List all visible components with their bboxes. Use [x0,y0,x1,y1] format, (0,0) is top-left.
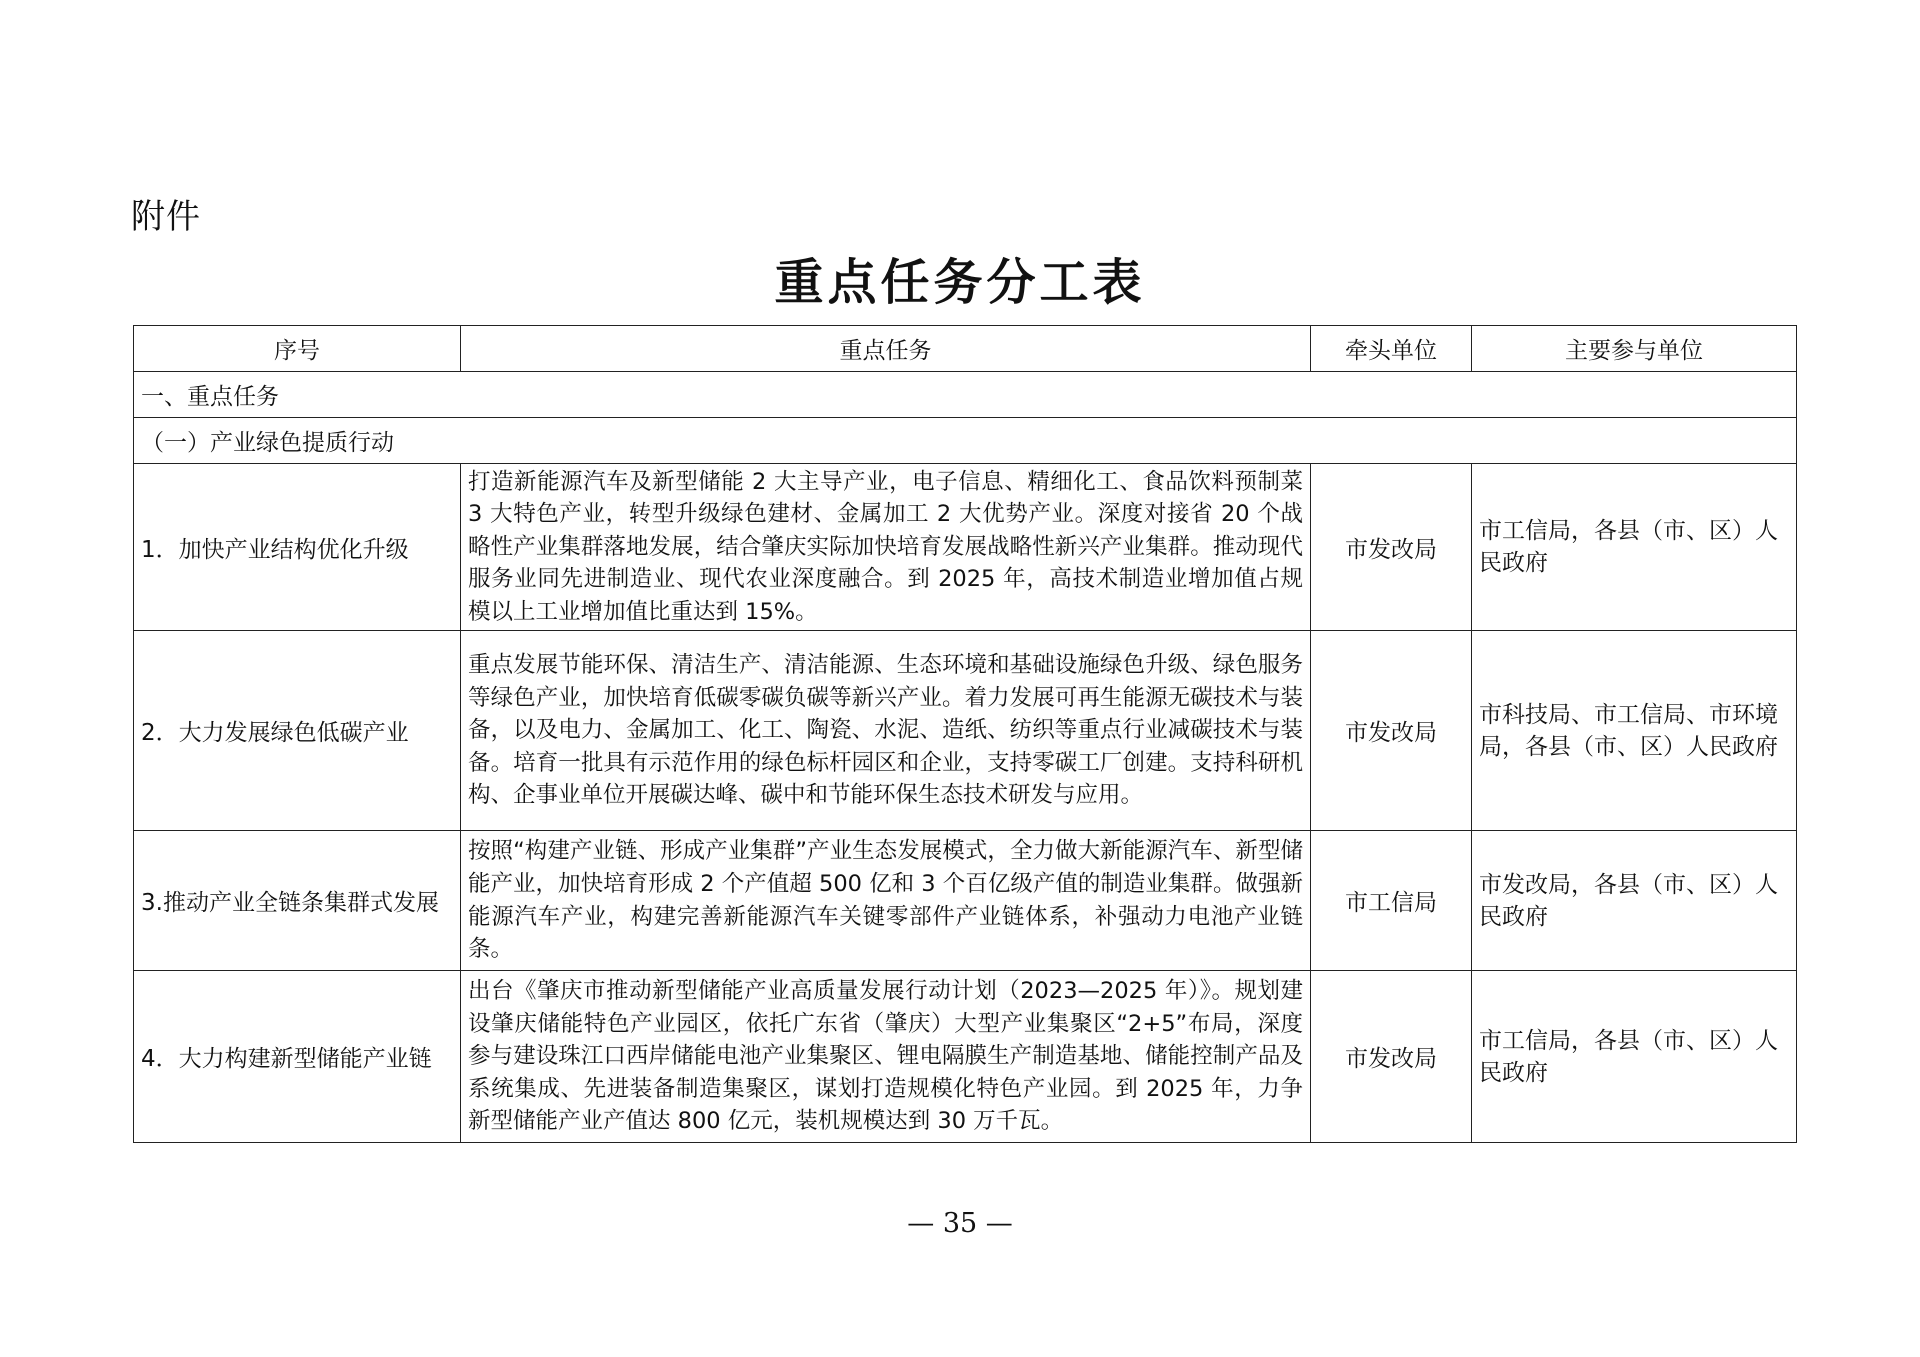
page-title: 重点任务分工表 [774,254,1146,311]
table-row [134,464,1797,631]
table-row [134,971,1797,1143]
row-task: 打造新能源汽车及新型储能 2 大主导产业，电子信息、精细化工、食品饮料预制菜 3 大特色产业，转型升级绿色建材、金属加工 2 大优势产业。深度对接省 20 个战略性产业集群落地发展，结合肇庆实际加快培育发展战略性新兴产业集群。推动现代服务业同先进制造业、现代农业深度融合。到 2025 年，高技术制造业增加值占规模以上工业增加值比重达到 15%。 [461,464,1311,631]
row-lead: 市工信局 [1311,831,1472,971]
row-seq: 4．大力构建新型储能产业链 [134,971,461,1143]
row-lead: 市发改局 [1311,464,1472,631]
row-participants: 市工信局，各县（市、区）人民政府 [1472,971,1797,1143]
header-participants: 主要参与单位 [1472,326,1797,372]
task-allocation-table [133,325,1797,1143]
attachment-label: 附件 [131,197,201,237]
row-participants: 市科技局、市工信局、市环境局，各县（市、区）人民政府 [1472,631,1797,831]
page-number: — 35 — [907,1208,1013,1239]
section-row [134,372,1797,418]
row-task: 按照“构建产业链、形成产业集群”产业生态发展模式，全力做大新能源汽车、新型储能产业，加快培育形成 2 个产值超 500 亿和 3 个百亿级产值的制造业集群。做强新能源汽车产业，构建完善新能源汽车关键零部件产业链体系，补强动力电池产业链条。 [461,831,1311,971]
subsection-row [134,418,1797,464]
header-seq: 序号 [134,326,461,372]
row-participants: 市工信局，各县（市、区）人民政府 [1472,464,1797,631]
row-participants: 市发改局，各县（市、区）人民政府 [1472,831,1797,971]
row-lead: 市发改局 [1311,631,1472,831]
header-task: 重点任务 [461,326,1311,372]
row-lead: 市发改局 [1311,971,1472,1143]
row-seq: 3.推动产业全链条集群式发展 [134,831,461,971]
section-title: 一、重点任务 [134,372,1797,418]
row-seq: 2．大力发展绿色低碳产业 [134,631,461,831]
header-lead: 牵头单位 [1311,326,1472,372]
row-seq: 1．加快产业结构优化升级 [134,464,461,631]
table-row [134,831,1797,971]
table-header-row [134,326,1797,372]
subsection-title: （一）产业绿色提质行动 [134,418,1797,464]
row-task: 重点发展节能环保、清洁生产、清洁能源、生态环境和基础设施绿色升级、绿色服务等绿色产业，加快培育低碳零碳负碳等新兴产业。着力发展可再生能源无碳技术与装备，以及电力、金属加工、化工、陶瓷、水泥、造纸、纺织等重点行业减碳技术与装备。培育一批具有示范作用的绿色标杆园区和企业，支持零碳工厂创建。支持科研机构、企事业单位开展碳达峰、碳中和节能环保生态技术研发与应用。 [461,631,1311,831]
table-row [134,631,1797,831]
row-task: 出台《肇庆市推动新型储能产业高质量发展行动计划（2023—2025 年）》。规划建设肇庆储能特色产业园区，依托广东省（肇庆）大型产业集聚区“2+5”布局，深度参与建设珠江口西岸储能电池产业集聚区、锂电隔膜生产制造基地、储能控制产品及系统集成、先进装备制造集聚区，谋划打造规模化特色产业园。到 2025 年，力争新型储能产业产值达 800 亿元，装机规模达到 30 万千瓦。 [461,971,1311,1143]
